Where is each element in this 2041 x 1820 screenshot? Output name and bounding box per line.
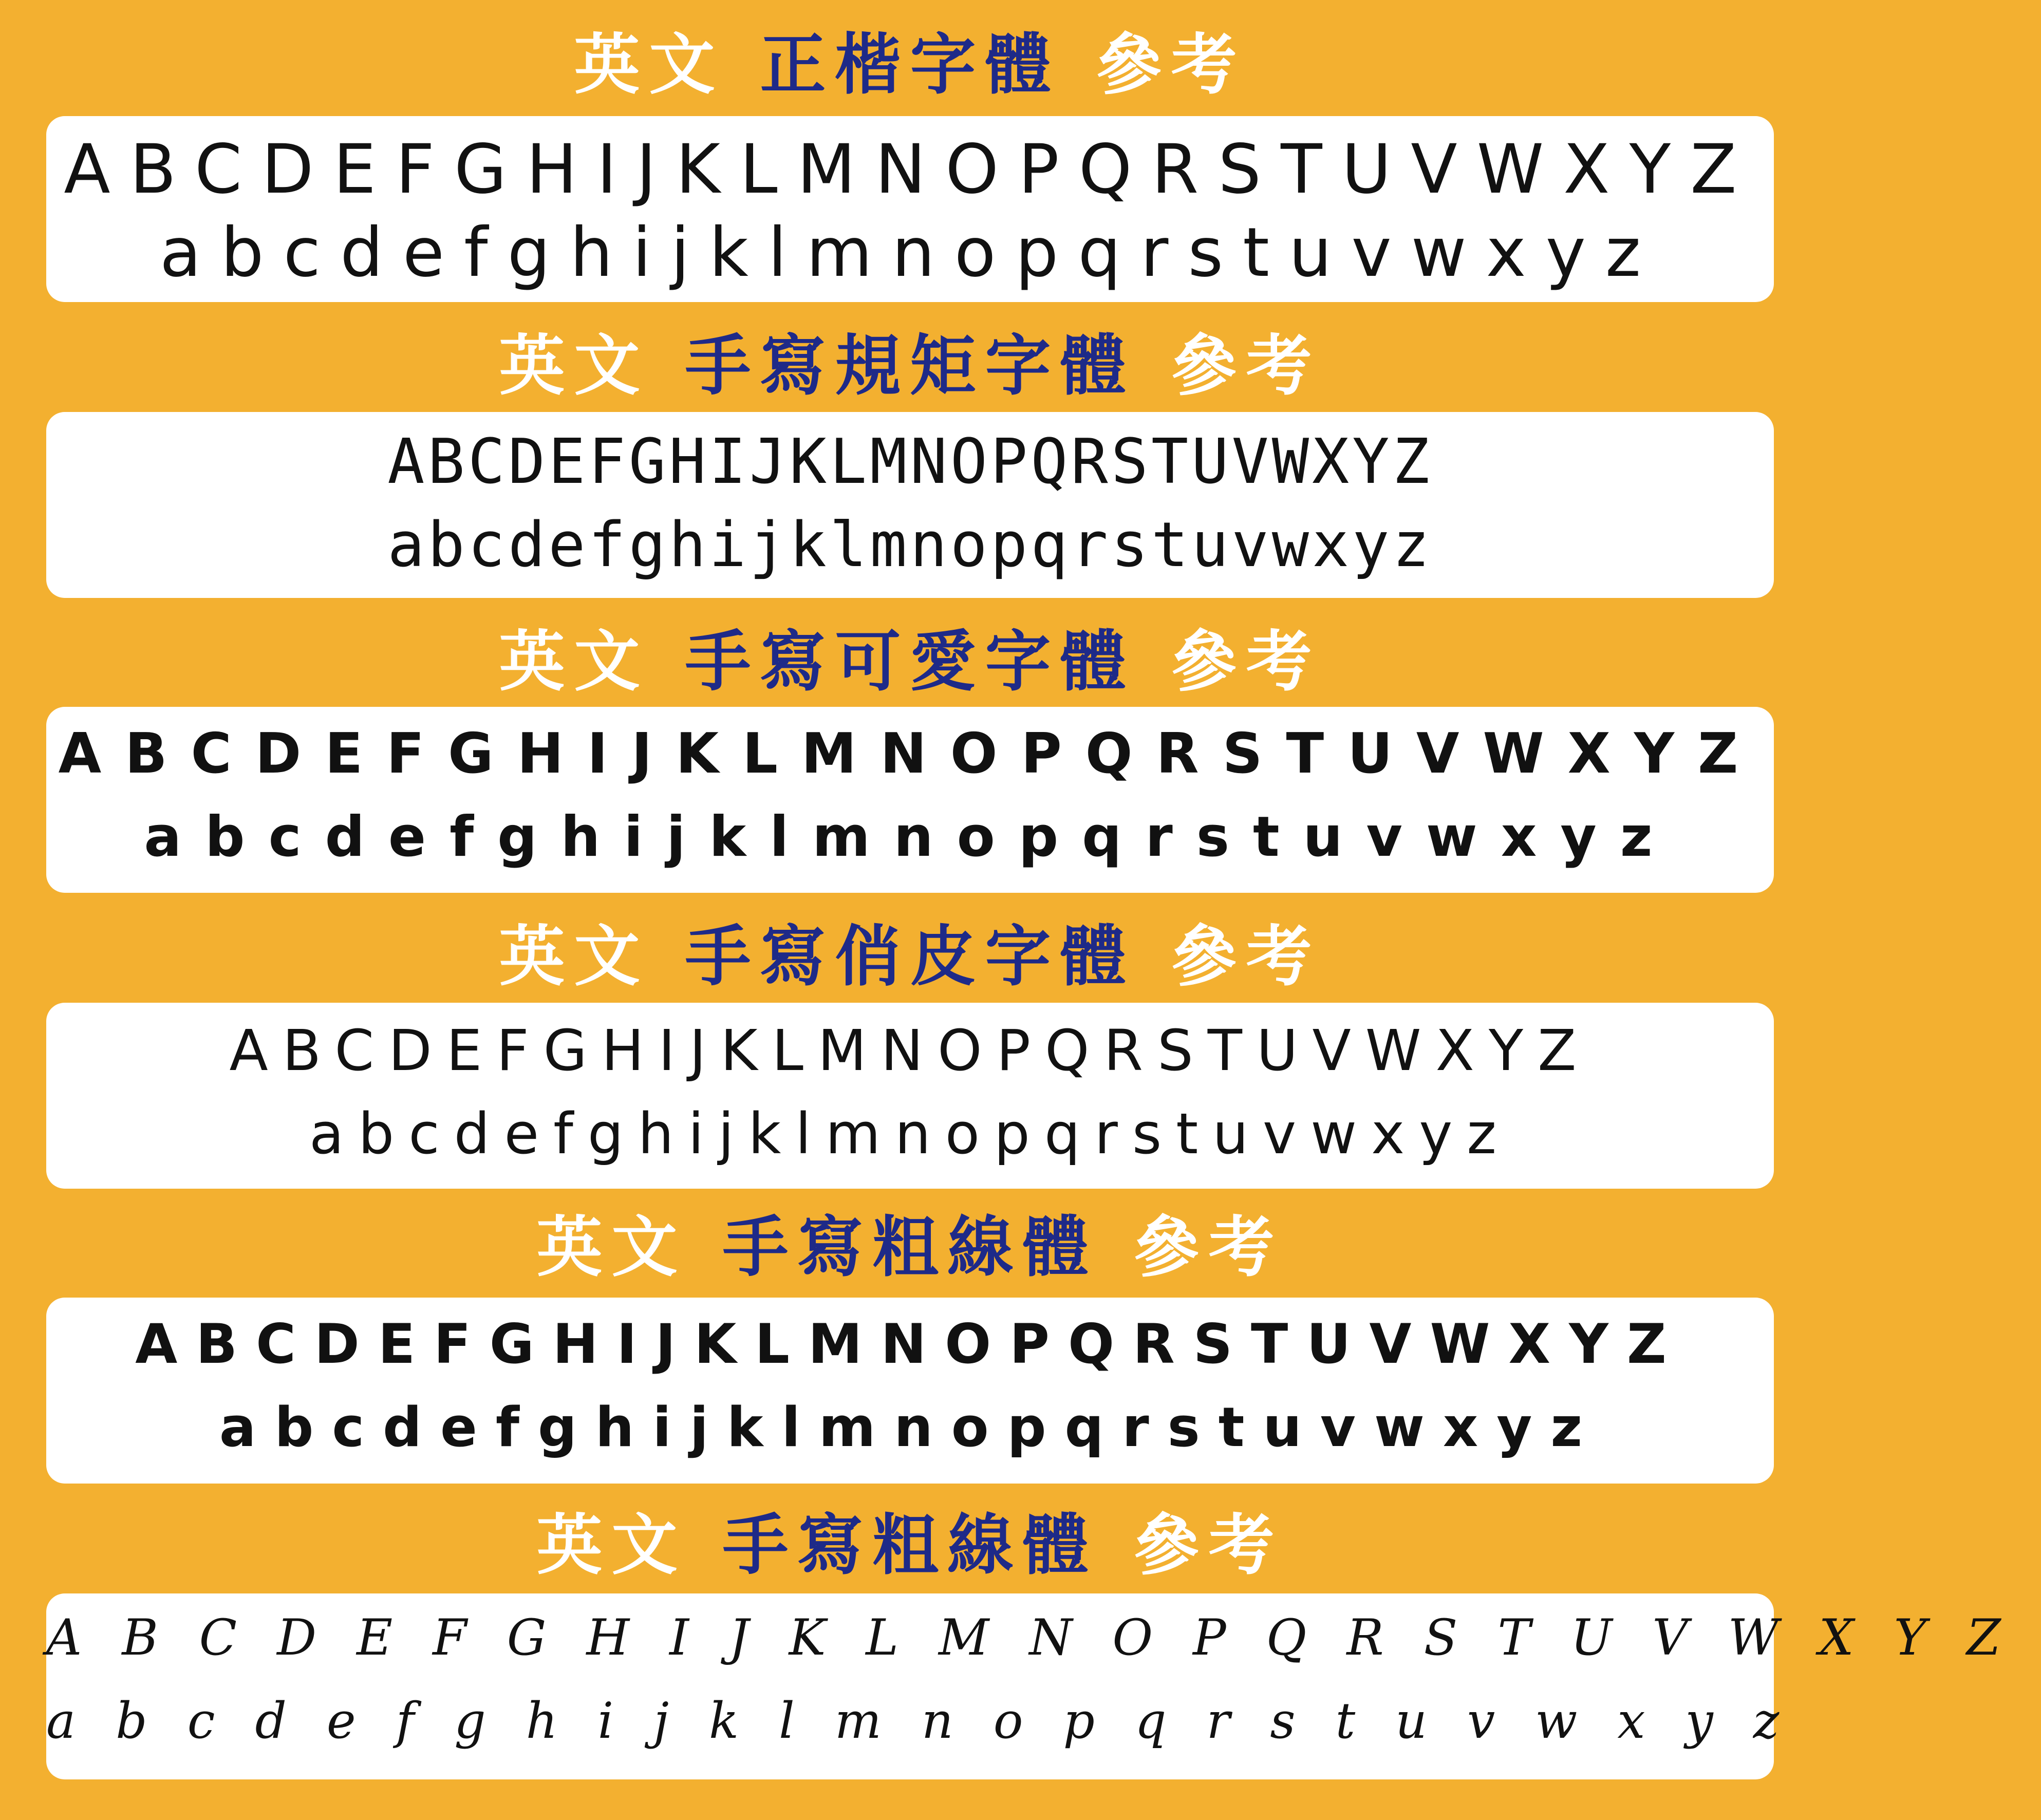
heading-prefix: 英文: [536, 1507, 687, 1584]
section-heading-6: [0, 1491, 1820, 1588]
uppercase-row: ABCDEFGHIJKLMNOPQRSTUVWXYZ: [64, 130, 1756, 209]
heading-style-name: 正楷字體: [760, 27, 1060, 103]
alphabet-panel-2: [46, 412, 1774, 598]
heading-prefix: 英文: [499, 624, 649, 700]
lowercase-row: abcdefghijklmnopqrstuvwxyz: [387, 510, 1433, 581]
alphabet-panel-3: [46, 707, 1774, 893]
heading-style-name: 手寫規矩字體: [685, 328, 1135, 404]
heading-suffix: 參考: [1171, 624, 1321, 700]
uppercase-row: ABCDEFGHIJKLMNOPQRSTUVWXYZ: [229, 1018, 1591, 1083]
lowercase-row: abcdefghijklmnopqrstuvwxyz: [159, 213, 1661, 292]
heading-style-name: 手寫粗線體: [722, 1209, 1098, 1286]
section-heading-1: [0, 10, 1820, 108]
heading-prefix: 英文: [574, 27, 724, 103]
section-heading-2: [0, 311, 1820, 409]
heading-suffix: 參考: [1133, 1507, 1284, 1584]
lowercase-row: abcdefghijklmnopqrstuvwxyz: [219, 1396, 1601, 1459]
uppercase-row: ABCDEFGHIJKLMNOPQRSTUVWXYZ: [135, 1312, 1685, 1376]
section-heading-4: [0, 902, 1820, 1000]
heading-style-name: 手寫俏皮字體: [685, 918, 1135, 995]
section-heading-3: [0, 607, 1820, 705]
heading-prefix: 英文: [536, 1209, 687, 1286]
alphabet-panel-4: [46, 1003, 1774, 1189]
alphabet-panel-6: [46, 1593, 2041, 1779]
heading-prefix: 英文: [499, 918, 649, 995]
heading-suffix: 參考: [1171, 328, 1321, 404]
uppercase-row: ABCDEFGHIJKLMNOPQRSTUVWXYZ: [58, 722, 1762, 786]
alphabet-panel-5: [46, 1298, 1774, 1484]
uppercase-row: ABCDEFGHIJKLMNOPQRSTUVWXYZ: [387, 426, 1433, 498]
uppercase-row: ABCDEFGHIJKLMNOPQRSTUVWXYZ: [46, 1609, 2041, 1666]
lowercase-row: abcdefghijklmnopqrstuvwxyz: [144, 805, 1676, 869]
heading-suffix: 參考: [1171, 918, 1321, 995]
lowercase-row: abcdefghijklmnopqrstuvwxyz: [309, 1101, 1511, 1167]
heading-style-name: 手寫粗線體: [722, 1507, 1098, 1584]
heading-suffix: 參考: [1133, 1209, 1284, 1286]
heading-suffix: 參考: [1096, 27, 1246, 103]
lowercase-row: abcdefghijklmnopqrstuvwxyz: [46, 1692, 1820, 1750]
alphabet-panel-1: [46, 116, 1774, 302]
section-heading-5: [0, 1193, 1820, 1290]
heading-style-name: 手寫可愛字體: [685, 624, 1135, 700]
heading-prefix: 英文: [499, 328, 649, 404]
